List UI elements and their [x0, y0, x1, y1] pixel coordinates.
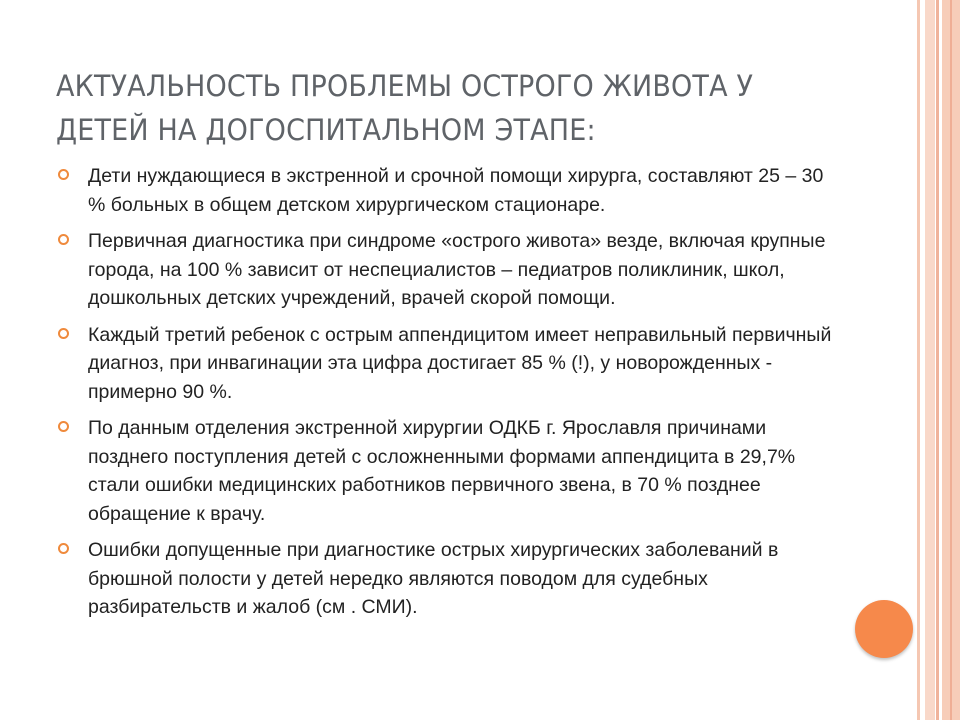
decorative-stripe	[917, 0, 920, 720]
decorative-stripe	[936, 0, 939, 720]
bullet-item	[58, 162, 838, 219]
bullet-item	[58, 321, 838, 407]
bullet-circle-icon	[58, 328, 69, 339]
bullet-item	[58, 414, 838, 528]
bullet-text: Первичная диагностика при синдроме «острого живота» везде, включая крупные города, на 100 % зависит от неспециалистов – педиатров поликлиник, школ, дошкольных детских учреждений, врачей скорой помощи.	[88, 230, 826, 309]
bullet-circle-icon	[58, 543, 69, 554]
bullet-item	[58, 536, 838, 622]
decorative-stripe	[950, 0, 952, 720]
bullet-text: Ошибки допущенные при диагностике острых хирургических заболеваний в брюшной полости у детей нередко являются поводом для судебных разбирательств и жалоб (см . СМИ).	[88, 539, 779, 618]
bullet-text: По данным отделения экстренной хирургии ОДКБ г. Ярославля причинами позднего поступления детей с осложненными формами аппендицита в 29,7% стали ошибки медицинских работников первичного звена, в 70 % позднее обращение к врачу.	[88, 417, 796, 525]
slide-title: АКТУАЛЬНОСТЬ ПРОБЛЕМЫ ОСТРОГО ЖИВОТА У ДЕТЕЙ НА ДОГОСПИТАЛЬНОМ ЭТАПЕ:	[56, 69, 754, 147]
bullet-item	[58, 227, 838, 313]
decorative-stripe	[925, 0, 935, 720]
bullet-list	[58, 162, 838, 630]
bullet-circle-icon	[58, 234, 69, 245]
orange-circle-icon	[855, 600, 913, 658]
bullet-circle-icon	[58, 421, 69, 432]
bullet-circle-icon	[58, 169, 69, 180]
bullet-text: Каждый третий ребенок с острым аппендицитом имеет неправильный первичный диагноз, при инвагинации эта цифра достигает 85 % (!), у новорожденных - примерно 90 %.	[88, 323, 832, 403]
bullet-text: Дети нуждающиеся в экстренной и срочной помощи хирурга, составляют 25 – 30 % больных в общем детском хирургическом стационаре.	[88, 165, 824, 216]
